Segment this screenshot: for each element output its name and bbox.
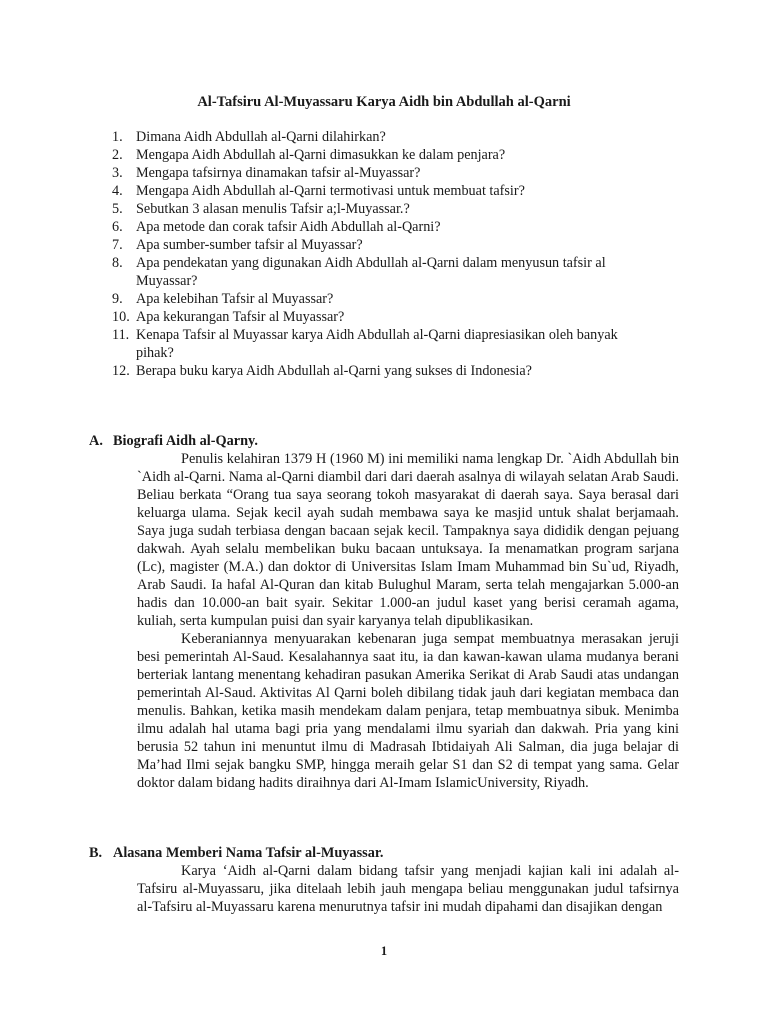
question-number: 2.	[112, 147, 123, 163]
question-text: Mengapa Aidh Abdullah al-Qarni dimasukkan ke dalam penjara?	[136, 147, 506, 163]
section-naming-reason	[89, 844, 679, 916]
question-number: 6.	[112, 219, 123, 235]
question-item	[112, 128, 657, 146]
question-list	[112, 128, 657, 380]
question-number: 12.	[112, 363, 130, 379]
question-text: Apa pendekatan yang digunakan Aidh Abdullah al-Qarni dalam menyusun tafsir al Muyassar?	[136, 255, 606, 289]
question-number: 9.	[112, 291, 123, 307]
question-item	[112, 254, 657, 290]
question-item	[112, 308, 657, 326]
body-paragraph: Keberaniannya menyuarakan kebenaran juga sempat membuatnya merasakan jeruji besi pemerintah Al-Saud. Kesalahannya saat itu, ia dan kawan-kawan ulama mudanya berani berteriak lantang menentang kehadiran pasukan Amerika Serikat di Arab Saudi atas undangan pemerintah Al-Saud. Aktivitas Al Qarni boleh dibilang tidak jauh dari kegiatan membaca dan menulis. Bahkan, ketika masih mendekam dalam penjara, tetap membuatnya sibuk. Menimba ilmu adalah hal utama bagi pria yang mendalami ilmu syariah dan dakwah. Pria yang kini berusia 52 tahun ini menuntut ilmu di Madrasah Ibtidaiyah Ali Salman, dia juga belajar di Ma’had Ilmi sejak bangku SMP, hingga meraih gelar S1 dan S2 di tempat yang sama. Gelar doktor dalam bidang hadits diraihnya dari Al-Imam IslamicUniversity, Riyadh.	[137, 631, 679, 792]
question-text: Apa kekurangan Tafsir al Muyassar?	[136, 309, 345, 325]
question-text: Mengapa tafsirnya dinamakan tafsir al-Muyassar?	[136, 165, 421, 181]
question-number: 11.	[112, 327, 130, 343]
question-text: Kenapa Tafsir al Muyassar karya Aidh Abdullah al-Qarni diapresiasikan oleh banyak pihak?	[136, 327, 618, 361]
question-number: 8.	[112, 255, 123, 271]
section-heading-text: Biografi Aidh al-Qarny.	[113, 433, 258, 449]
body-paragraph: Penulis kelahiran 1379 H (1960 M) ini memiliki nama lengkap Dr. `Aidh Abdullah bin `Aidh al-Qarni. Nama al-Qarni diambil dari dari daerah asalnya di wilayah selatan Arab Saudi. Beliau berkata “Orang tua saya seorang tokoh masyarakat di daerah saya. Saya berasal dari keluarga ulama. Sejak kecil ayah sudah membawa saya ke masjid untuk shalat berjamaah. Saya juga sudah terbiasa dengan bacaan sejak kecil. Tampaknya saya dididik dengan pejuang dakwah. Ayah selalu membelikan buku bacaan untuksaya. Ia menamatkan program sarjana (Lc), magister (M.A.) dan doktor di Universitas Islam Imam Muhammad bin Su`ud, Riyadh, Arab Saudi. Ia hafal Al-Quran dan kitab Bulughul Maram, serta telah mengajarkan 5.000-an hadis dan 10.000-an bait syair. Sekitar 1.000-an judul kaset yang berisi ceramah agama, kuliah, serta kumpulan puisi dan syair karyanya telah dipublikasikan.	[137, 451, 679, 630]
question-text: Mengapa Aidh Abdullah al-Qarni termotivasi untuk membuat tafsir?	[136, 183, 525, 199]
question-item	[112, 290, 657, 308]
section-letter: A.	[89, 433, 103, 449]
question-text: Berapa buku karya Aidh Abdullah al-Qarni yang sukses di Indonesia?	[136, 363, 532, 379]
section-letter: B.	[89, 845, 103, 861]
question-number: 5.	[112, 201, 123, 217]
question-item	[112, 200, 657, 218]
question-item	[112, 218, 657, 236]
question-number: 10.	[112, 309, 130, 325]
question-text: Apa kelebihan Tafsir al Muyassar?	[136, 291, 334, 307]
question-number: 1.	[112, 129, 123, 145]
section-heading-text: Alasana Memberi Nama Tafsir al-Muyassar.	[113, 845, 384, 861]
question-item	[112, 236, 657, 254]
question-number: 4.	[112, 183, 123, 199]
question-text: Sebutkan 3 alasan menulis Tafsir a;l-Muyassar.?	[136, 201, 410, 217]
question-item	[112, 362, 657, 380]
section-heading	[89, 432, 679, 450]
question-item	[112, 164, 657, 182]
question-item	[112, 326, 657, 362]
page-number: 1	[380, 944, 388, 958]
question-text: Apa metode dan corak tafsir Aidh Abdullah al-Qarni?	[136, 219, 441, 235]
section-heading	[89, 844, 679, 862]
question-item	[112, 146, 657, 164]
question-number: 3.	[112, 165, 123, 181]
section-biography	[89, 432, 679, 792]
document-title: Al-Tafsiru Al-Muyassaru Karya Aidh bin Abdullah al-Qarni	[197, 94, 571, 110]
body-paragraph: Karya ‘Aidh al-Qarni dalam bidang tafsir yang menjadi kajian kali ini adalah al-Tafsiru al-Muyassaru, jika ditelaah lebih jauh mengapa beliau menggunakan judul tafsirnya al-Tafsiru al-Muyassaru karena menurutnya tafsir ini mudah dipahami dan disajikan dengan	[137, 863, 679, 916]
question-text: Dimana Aidh Abdullah al-Qarni dilahirkan?	[136, 129, 386, 145]
question-item	[112, 182, 657, 200]
question-text: Apa sumber-sumber tafsir al Muyassar?	[136, 237, 363, 253]
question-number: 7.	[112, 237, 123, 253]
